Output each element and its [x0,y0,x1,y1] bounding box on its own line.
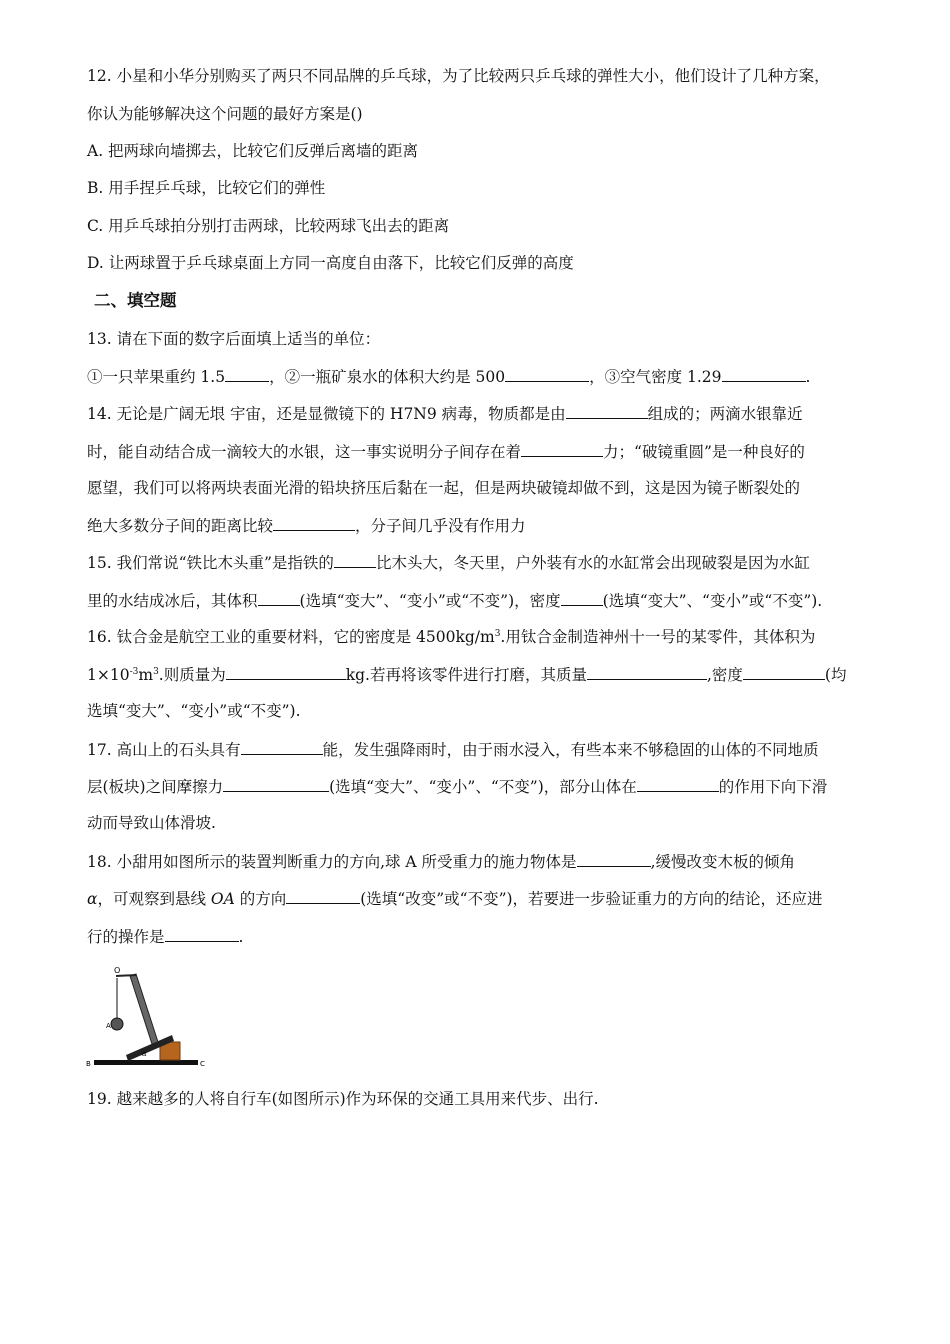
q18-text: . [238,928,244,946]
q14-blank-2 [521,441,603,457]
label-b: B [86,1060,91,1068]
q16-line1 [87,627,867,647]
q17-blank-3 [637,776,719,792]
q18-text: ，可观察到悬线 [97,890,211,908]
label-alpha: α [142,1050,147,1058]
q17-text: (选填“变大”、“变小”、“不变”)，部分山体在 [329,778,637,796]
q13-part1: ①一只苹果重约 1.5 [87,368,226,386]
q16-text: .用钛合金制造神州十一号的某零件，其体积为 [500,628,816,646]
q17-line3: 动而导致山体滑坡. [87,814,216,832]
q15-line2 [87,590,867,611]
label-c: C [200,1060,205,1068]
q12-option-c: C. 用乒乓球拍分别打击两球，比较两球飞出去的距离 [87,217,450,235]
q19-stem: 19. 越来越多的人将自行车(如图所示)作为环保的交通工具用来代步、出行. [87,1090,599,1108]
q13-blank-2 [505,366,589,382]
q18-alpha: α [87,890,98,908]
q16-text: kg.若再将该零件进行打磨，其质量 [345,666,587,684]
base-bar [94,1060,198,1065]
q15-blank-2 [258,590,300,606]
q16-superscript: 3 [153,666,159,677]
q18-text: 的方向 [234,890,287,908]
q15-line1 [87,552,867,573]
q15-text: (选填“变大”、“变小”或“不变”). [602,592,823,610]
q14-text: 时，能自动结合成一滴较大的水银，这一事实说明分子间存在着 [87,443,522,461]
q18-text: 18. 小甜用如图所示的装置判断重力的方向,球 A 所受重力的施力物体是 [87,853,577,871]
q14-line3: 愿望，我们可以将两块表面光滑的铅块挤压后黏在一起，但是两块破镜却做不到，这是因为镜子断裂处的 [87,479,801,497]
q14-text: 14. 无论是广阔无垠 宇宙，还是显微镜下的 H7N9 病毒，物质都是由 [87,405,566,423]
q16-blank-2 [587,664,707,680]
section-title: 二、填空题 [94,291,177,310]
q14-blank-1 [566,403,648,419]
q17-text: 17. 高山上的石头具有 [87,741,241,759]
q18-line2 [87,888,867,909]
q18-text: 行的操作是 [87,928,165,946]
q13-blank-3 [722,366,806,382]
ball-a [111,1018,123,1030]
q16-blank-3 [743,664,825,680]
q14-blank-3 [273,515,355,531]
q18-blank-3 [165,926,239,942]
q17-line2 [87,776,867,797]
q16-text: m [138,666,154,684]
q18-line3 [87,926,867,947]
q14-text: 力；“破镜重圆”是一种良好的 [603,443,805,461]
q15-text: (选填“变大”、“变小”或“不变”)，密度 [299,592,561,610]
frame-arm [116,975,136,976]
q15-blank-3 [561,590,603,606]
q16-superscript: 3 [494,628,501,639]
q14-line4 [87,515,867,536]
q15-text: 比木头大，冬天里，户外装有水的水缸常会出现破裂是因为水缸 [375,554,810,572]
q16-text: .则质量为 [158,666,226,684]
q18-text: (选填“改变”或“不变”)，若要进一步验证重力的方向的结论，还应进 [360,890,823,908]
q16-line3: 选填“变大”、“变小”或“不变”). [87,702,301,720]
q12-option-a: A. 把两球向墙掷去，比较它们反弹后离墙的距离 [87,142,419,160]
q12-option-b: B. 用手捏乒乓球，比较它们的弹性 [87,179,326,197]
q16-text: 1×10 [87,666,130,684]
q14-text: ，分子间几乎没有作用力 [355,517,526,535]
q16-superscript: -3 [129,666,139,677]
q16-text: 16. 钛合金是航空工业的重要材料，它的密度是 4500kg/m [87,628,495,646]
label-o: O [114,966,121,975]
q17-text: 层(板块)之间摩擦力 [87,778,224,796]
q15-text: 里的水结成冰后，其体积 [87,592,258,610]
q13-blank-1 [225,366,269,382]
q15-text: 15. 我们常说“铁比木头重”是指铁的 [87,554,334,572]
q13-part2: ，②一瓶矿泉水的体积大约是 500 [269,368,506,386]
q13-part3: ，③空气密度 1.29 [589,368,722,386]
q18-blank-2 [286,888,360,904]
q14-text: 组成的；两滴水银靠近 [647,405,803,423]
q18-text: ,缓慢改变木板的倾角 [650,853,795,871]
q15-blank-1 [334,552,376,568]
frame-post [130,974,158,1044]
q16-text: (均 [824,666,847,684]
q17-blank-1 [241,739,323,755]
q14-line1 [87,403,867,424]
q12-stem-line1: 12. 小星和小华分别购买了两只不同品牌的乒乓球，为了比较两只乒乓球的弹性大小，他们设计了几种方案， [87,67,830,85]
q12-option-d: D. 让两球置于乒乓球桌面上方同一高度自由落下，比较它们反弹的高度 [87,254,574,272]
q17-line1 [87,739,867,760]
label-a: A [106,1022,111,1030]
q14-text: 绝大多数分子间的距离比较 [87,517,274,535]
q17-blank-2 [223,776,329,792]
q18-oa: OA [210,890,235,908]
q12-stem-line2: 你认为能够解决这个问题的最好方案是() [87,105,363,123]
q18-line1 [87,851,867,872]
gravity-direction-figure [86,962,208,1072]
q14-line2 [87,441,867,462]
q13-stem: 13. 请在下面的数字后面填上适当的单位： [87,330,381,348]
q17-text: 能，发生强降雨时，由于雨水浸入，有些本来不够稳固的山体的不同地质 [322,741,819,759]
q16-text: ,密度 [706,666,743,684]
q16-blank-1 [226,664,346,680]
q18-blank-1 [577,851,651,867]
q16-line2 [87,664,867,685]
q13-blanks-line [87,366,867,387]
q13-part4: . [805,368,811,386]
q17-text: 的作用下向下滑 [718,778,828,796]
